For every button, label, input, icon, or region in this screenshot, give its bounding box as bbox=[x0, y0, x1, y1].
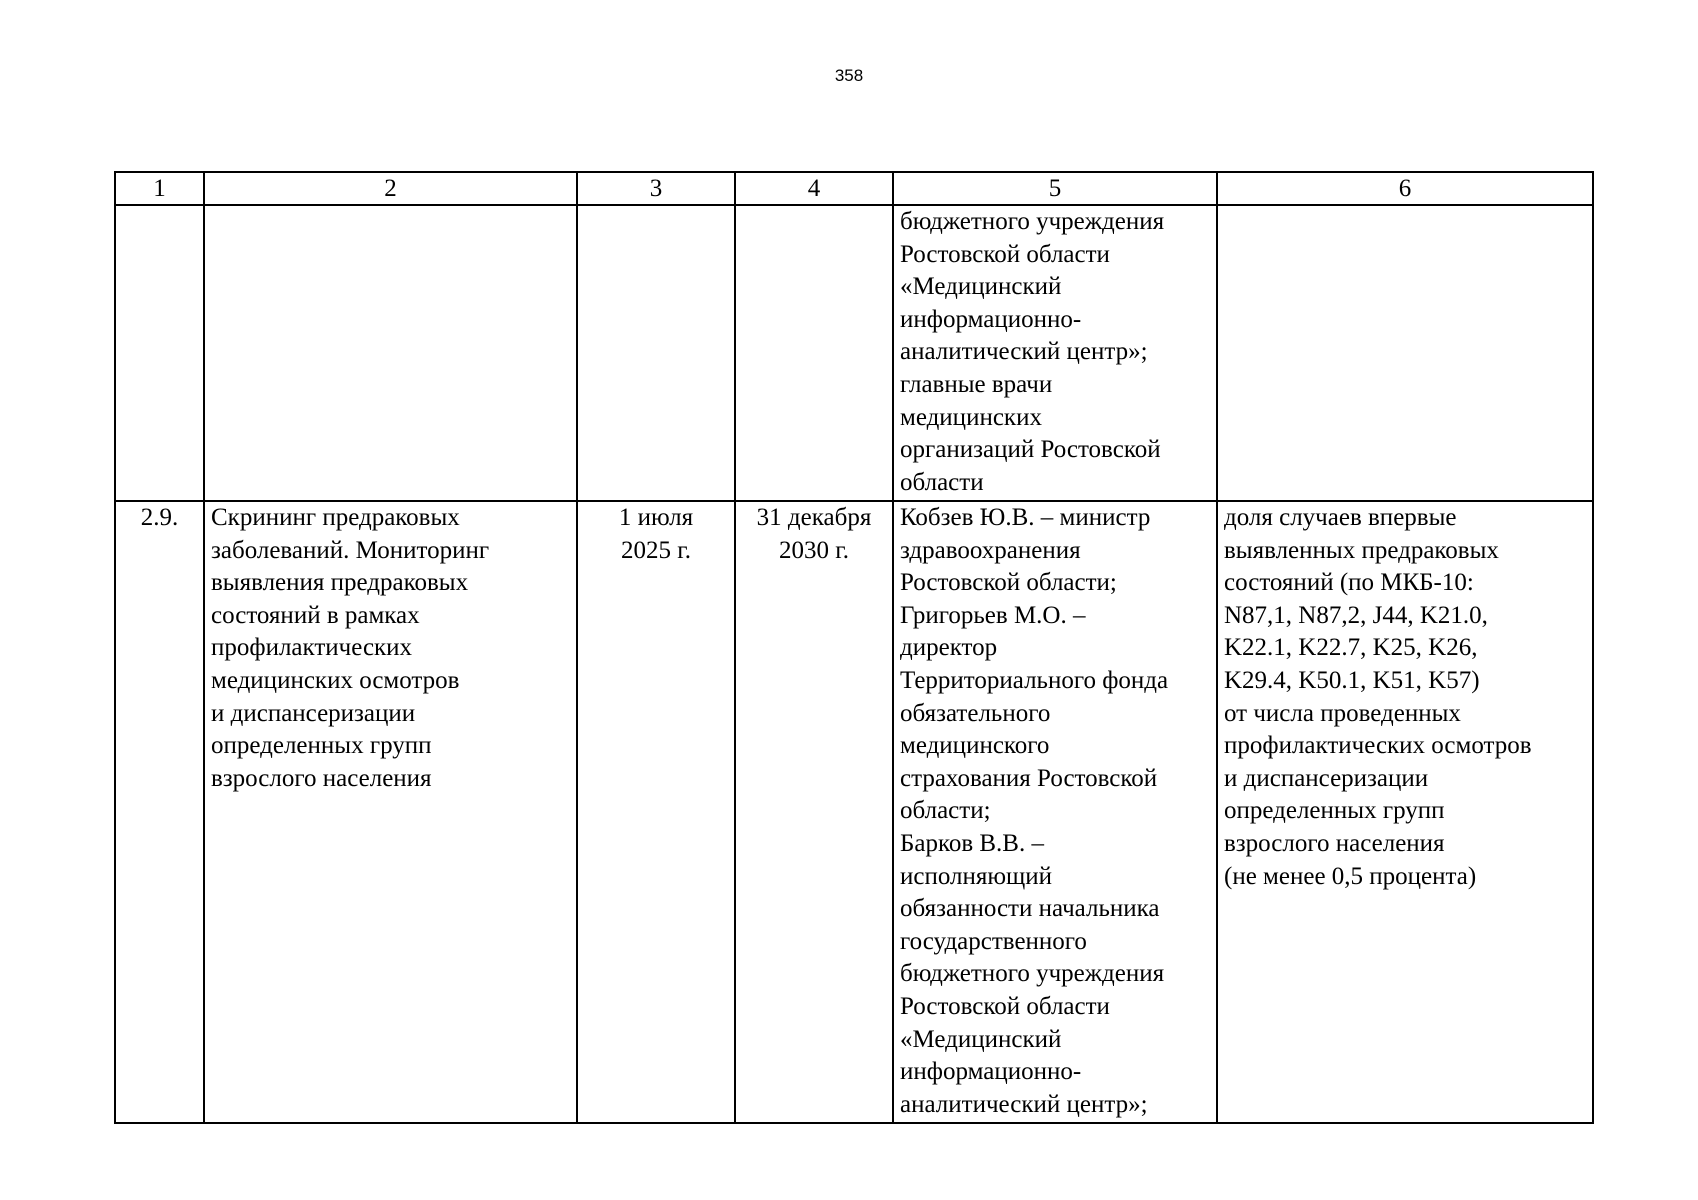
continuation-row bbox=[115, 205, 1593, 501]
item-start-date: 1 июля 2025 г. bbox=[577, 501, 735, 1123]
plan-table bbox=[114, 171, 1594, 1124]
column-header-2: 2 bbox=[204, 172, 577, 205]
column-header-1: 1 bbox=[115, 172, 204, 205]
page-number: 358 bbox=[834, 66, 864, 85]
cont-cell-3 bbox=[577, 205, 735, 501]
item-indicator: доля случаев впервые выявленных предраковых состояний (по МКБ-10: N87,1, N87,2, J44, K21.0, K22.1, K22.7, K25, K26, K29.4, K50.1, K51, K57) от числа проведенных профилактических осмотров и диспансеризации определенных групп взрослого населения (не менее 0,5 процента) bbox=[1217, 501, 1593, 1123]
cont-cell-6 bbox=[1217, 205, 1593, 501]
table-row bbox=[115, 501, 1593, 1123]
item-activity: Скрининг предраковых заболеваний. Мониторинг выявления предраковых состояний в рамках профилактических медицинских осмотров и диспансеризации определенных групп взрослого населения bbox=[204, 501, 577, 1123]
cont-cell-responsible: бюджетного учреждения Ростовской области «Медицинский информационно- аналитический центр»; главные врачи медицинских организаций Ростовской области bbox=[893, 205, 1217, 501]
column-header-6: 6 bbox=[1217, 172, 1593, 205]
cont-cell-1 bbox=[115, 205, 204, 501]
cont-cell-4 bbox=[735, 205, 893, 501]
item-responsible: Кобзев Ю.В. – министр здравоохранения Ростовской области; Григорьев М.О. – директор Территориального фонда обязательного медицинского страхования Ростовской области; Барков В.В. – исполняющий обязанности начальника государственного бюджетного учреждения Ростовской области «Медицинский информационно- аналитический центр»; bbox=[893, 501, 1217, 1123]
cont-cell-2 bbox=[204, 205, 577, 501]
item-number: 2.9. bbox=[115, 501, 204, 1123]
column-header-3: 3 bbox=[577, 172, 735, 205]
column-header-4: 4 bbox=[735, 172, 893, 205]
column-number-row bbox=[115, 172, 1593, 205]
item-end-date: 31 декабря 2030 г. bbox=[735, 501, 893, 1123]
column-header-5: 5 bbox=[893, 172, 1217, 205]
